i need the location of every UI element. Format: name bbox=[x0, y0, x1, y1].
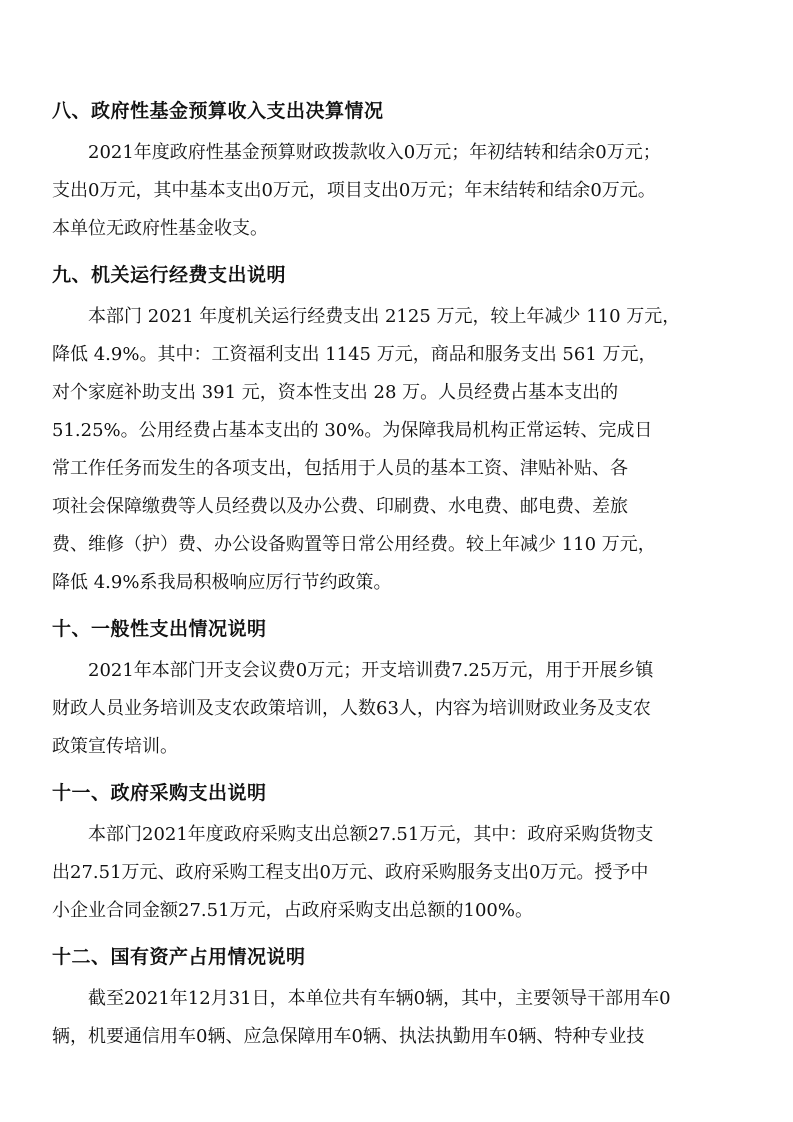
section-paragraph bbox=[52, 652, 752, 766]
section-paragraph bbox=[52, 298, 752, 602]
paragraph-line: 常工作任务而发生的各项支出，包括用于人员的基本工资、津贴补贴、各 bbox=[52, 458, 628, 479]
paragraph-line: 出27.51万元、政府采购工程支出0万元、政府采购服务支出0万元。授予中 bbox=[52, 862, 649, 883]
paragraph-line: 本部门2021年度政府采购支出总额27.51万元，其中：政府采购货物支 bbox=[88, 824, 654, 845]
paragraph-line: 财政人员业务培训及支农政策培训，人数63人，内容为培训财政业务及支农 bbox=[52, 698, 651, 719]
paragraph-line: 项社会保障缴费等人员经费以及办公费、印刷费、水电费、邮电费、差旅 bbox=[52, 496, 628, 517]
section-government-fund-budget bbox=[52, 88, 752, 248]
paragraph-line: 51.25%。公用经费占基本支出的 30%。为保障我局机构正常运转、完成日 bbox=[52, 420, 653, 441]
paragraph-line: 本单位无政府性基金收支。 bbox=[52, 218, 268, 239]
paragraph-line: 政策宣传培训。 bbox=[52, 736, 178, 757]
section-state-assets bbox=[52, 934, 752, 1056]
document-body bbox=[52, 88, 752, 1058]
paragraph-line: 2021年度政府性基金预算财政拨款收入0万元；年初结转和结余0万元； bbox=[88, 142, 661, 163]
section-paragraph bbox=[52, 134, 752, 248]
section-heading: 十二、国有资产占用情况说明 bbox=[52, 946, 306, 968]
section-general-expenses bbox=[52, 606, 752, 766]
section-government-procurement bbox=[52, 770, 752, 930]
paragraph-line: 本部门 2021 年度机关运行经费支出 2125 万元，较上年减少 110 万元， bbox=[88, 306, 681, 327]
section-heading: 十一、政府采购支出说明 bbox=[52, 782, 267, 804]
paragraph-line: 支出0万元，其中基本支出0万元，项目支出0万元；年末结转和结余0万元。 bbox=[52, 180, 656, 201]
section-heading: 八、政府性基金预算收入支出决算情况 bbox=[52, 100, 384, 122]
paragraph-line: 辆，机要通信用车0辆、应急保障用车0辆、执法执勤用车0辆、特种专业技 bbox=[52, 1026, 645, 1047]
section-heading: 九、机关运行经费支出说明 bbox=[52, 264, 287, 286]
paragraph-line: 降低 4.9%。其中：工资福利支出 1145 万元，商品和服务支出 561 万元， bbox=[52, 344, 657, 365]
section-heading: 十、一般性支出情况说明 bbox=[52, 618, 267, 640]
section-operating-expenses bbox=[52, 252, 752, 602]
paragraph-line: 降低 4.9%系我局积极响应厉行节约政策。 bbox=[52, 572, 392, 593]
paragraph-line: 对个家庭补助支出 391 元，资本性支出 28 万。人员经费占基本支出的 bbox=[52, 382, 619, 403]
paragraph-line: 小企业合同金额27.51万元，占政府采购支出总额的100%。 bbox=[52, 900, 533, 921]
paragraph-line: 费、维修（护）费、办公设备购置等日常公用经费。较上年减少 110 万元， bbox=[52, 534, 656, 555]
paragraph-line: 2021年本部门开支会议费0万元；开支培训费7.25万元，用于开展乡镇 bbox=[88, 660, 654, 681]
section-paragraph bbox=[52, 980, 752, 1056]
section-paragraph bbox=[52, 816, 752, 930]
paragraph-line: 截至2021年12月31日，本单位共有车辆0辆，其中，主要领导干部用车0 bbox=[88, 988, 671, 1009]
